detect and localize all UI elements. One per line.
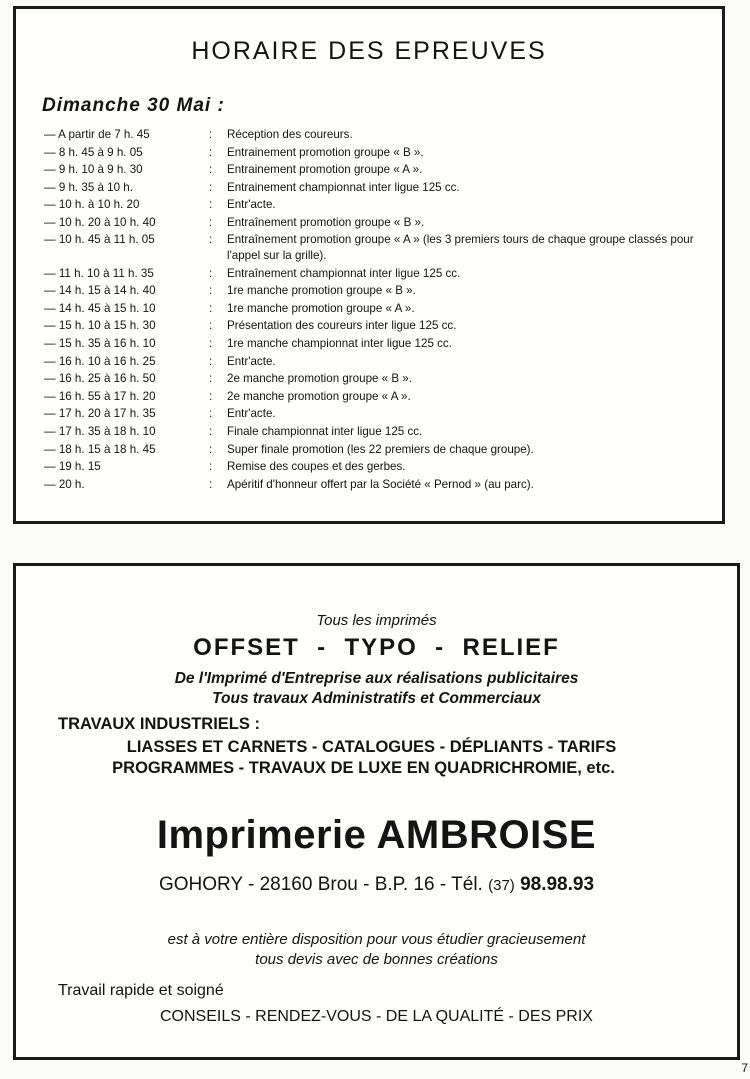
row-time: — 18 h. 15 à 18 h. 45 — [44, 442, 156, 456]
row-separator: : — [209, 301, 213, 315]
schedule-row — [44, 335, 714, 353]
row-time: — 16 h. 10 à 16 h. 25 — [44, 354, 156, 368]
row-time: — 16 h. 55 à 17 h. 20 — [44, 389, 156, 403]
row-event: Entraînement promotion groupe « B ». — [227, 215, 425, 229]
schedule-row — [44, 300, 714, 318]
row-separator: : — [209, 424, 213, 438]
row-event: Entr'acte. — [227, 354, 276, 368]
row-time: — 14 h. 45 à 15 h. 10 — [44, 301, 156, 315]
row-event: 2e manche promotion groupe « B ». — [227, 372, 412, 386]
row-event: Entrainement promotion groupe « A ». — [227, 163, 423, 177]
row-event: Entr'acte. — [227, 407, 276, 421]
schedule-box — [13, 6, 725, 524]
row-event: Réception des coureurs. — [227, 128, 353, 141]
row-separator: : — [209, 460, 213, 474]
ad-quality-line: CONSEILS - RENDEZ-VOUS - DE LA QUALITÉ - DES PRIX — [160, 1008, 593, 1025]
schedule-row — [44, 232, 714, 265]
row-separator: : — [209, 319, 213, 333]
schedule-title: HORAIRE DES EPREUVES — [191, 37, 547, 65]
row-time: — 15 h. 35 à 16 h. 10 — [44, 336, 156, 350]
row-event: 1re manche promotion groupe « B ». — [227, 284, 416, 298]
row-time: — 9 h. 10 à 9 h. 30 — [44, 163, 143, 177]
schedule-row — [44, 161, 714, 179]
schedule-row — [44, 353, 714, 371]
row-time: — 10 h. 20 à 10 h. 40 — [44, 215, 156, 229]
ad-phone-area: (37) — [488, 877, 515, 894]
schedule-row — [44, 179, 714, 197]
ad-phone-number: 98.98.93 — [520, 874, 595, 895]
ad-line-1: De l'Imprimé d'Entreprise aux réalisations publicitaires — [174, 670, 579, 687]
row-event: Entraînement promotion groupe « A » (les 3 premiers tours de chaque groupe classés pour l'appel sur la grille). — [227, 232, 694, 263]
schedule-row — [44, 476, 714, 494]
schedule-row — [44, 126, 714, 144]
row-event: Super finale promotion (les 22 premiers de chaque groupe). — [227, 442, 534, 456]
row-time: — 10 h. 45 à 11 h. 05 — [44, 232, 155, 246]
row-time: — 16 h. 25 à 16 h. 50 — [44, 372, 156, 386]
page-number: 7 — [741, 1061, 748, 1075]
row-separator: : — [209, 354, 213, 368]
row-separator: : — [209, 232, 213, 246]
schedule-list — [44, 126, 714, 493]
schedule-date: Dimanche 30 Mai : — [42, 95, 225, 116]
row-time: — 10 h. à 10 h. 20 — [44, 198, 140, 212]
row-separator: : — [209, 215, 213, 229]
row-separator: : — [209, 407, 213, 421]
row-time: — A partir de 7 h. 45 — [44, 128, 150, 141]
row-event: Entraînement championnat inter ligue 125 cc. — [227, 266, 461, 280]
row-event: Présentation des coureurs inter ligue 125 cc. — [227, 319, 457, 333]
row-time: — 9 h. 35 à 10 h. — [44, 180, 133, 194]
schedule-row — [44, 144, 714, 162]
row-time: — 19 h. 15 — [44, 460, 101, 474]
row-time: — 14 h. 15 à 14 h. 40 — [44, 284, 156, 298]
row-event: 2e manche promotion groupe « A ». — [227, 389, 411, 403]
row-event: 1re manche championnat inter ligue 125 cc. — [227, 336, 452, 350]
schedule-row — [44, 265, 714, 283]
row-event: Entrainement promotion groupe « B ». — [227, 145, 424, 159]
row-time: — 8 h. 45 à 9 h. 05 — [44, 145, 143, 159]
ad-industrial-line-2: PROGRAMMES - TRAVAUX DE LUXE EN QUADRICHROMIE, etc. — [112, 759, 615, 777]
schedule-row — [44, 405, 714, 423]
row-event: Entr'acte. — [227, 198, 276, 212]
ad-company-name: Imprimerie AMBROISE — [156, 813, 597, 857]
ad-quality-title: Travail rapide et soigné — [58, 982, 224, 999]
row-separator: : — [209, 336, 213, 350]
ad-offer-line-1: est à votre entière disposition pour vous étudier gracieusement — [167, 931, 586, 948]
schedule-row — [44, 441, 714, 459]
row-time: — 11 h. 10 à 11 h. 35 — [44, 266, 154, 280]
ad-address-text: GOHORY - 28160 Brou - B.P. 16 - Tél. — [158, 874, 483, 895]
row-time: — 17 h. 20 à 17 h. 35 — [44, 407, 156, 421]
row-separator: : — [209, 284, 213, 298]
schedule-row — [44, 458, 714, 476]
schedule-row — [44, 370, 714, 388]
schedule-row — [44, 214, 714, 232]
schedule-row — [44, 317, 714, 335]
row-event: Entrainement championnat inter ligue 125 cc. — [227, 180, 460, 194]
row-separator: : — [209, 372, 213, 386]
row-time: — 15 h. 10 à 15 h. 30 — [44, 319, 156, 333]
row-separator: : — [209, 128, 213, 141]
row-separator: : — [209, 266, 213, 280]
ad-industrial-line-1: LIASSES ET CARNETS - CATALOGUES - DÉPLIANTS - TARIFS — [126, 738, 617, 756]
row-separator: : — [209, 198, 213, 212]
printer-advertisement — [13, 563, 740, 1060]
row-separator: : — [209, 163, 213, 177]
row-event: 1re manche promotion groupe « A ». — [227, 301, 415, 315]
row-separator: : — [209, 477, 213, 491]
row-separator: : — [209, 145, 213, 159]
row-time: — 17 h. 35 à 18 h. 10 — [44, 424, 156, 438]
row-separator: : — [209, 442, 213, 456]
row-event: Remise des coupes et des gerbes. — [227, 460, 406, 474]
schedule-row — [44, 282, 714, 300]
ad-tagline: Tous les imprimés — [316, 612, 437, 629]
ad-address — [16, 874, 737, 896]
row-separator: : — [209, 389, 213, 403]
row-separator: : — [209, 180, 213, 194]
row-time: — 20 h. — [44, 477, 85, 491]
schedule-row — [44, 423, 714, 441]
row-event: Apéritif d'honneur offert par la Société « Pernod » (au parc). — [227, 477, 534, 491]
schedule-row — [44, 388, 714, 406]
ad-offer-line-2: tous devis avec de bonnes créations — [255, 951, 498, 968]
row-event: Finale championnat inter ligue 125 cc. — [227, 424, 423, 438]
ad-headline: OFFSET - TYPO - RELIEF — [193, 634, 560, 661]
schedule-row — [44, 196, 714, 214]
ad-industrial-title: TRAVAUX INDUSTRIELS : — [58, 715, 260, 733]
ad-line-2: Tous travaux Administratifs et Commerciaux — [212, 690, 541, 707]
